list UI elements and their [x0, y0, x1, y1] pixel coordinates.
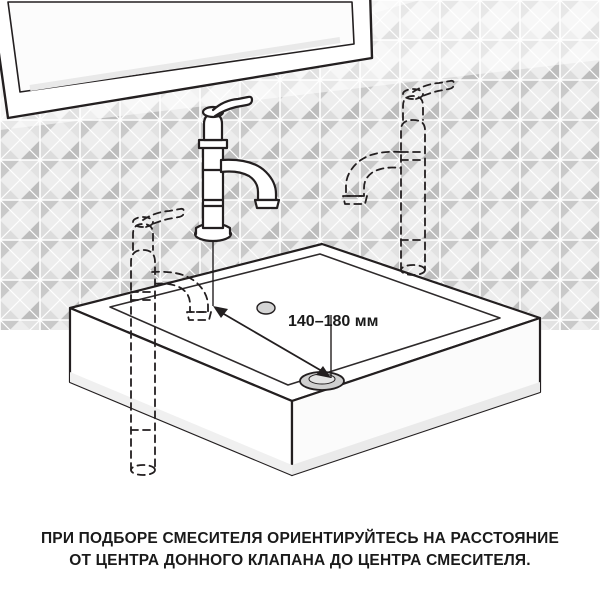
- caption-line-2: ОТ ЦЕНТРА ДОННОГО КЛАПАНА ДО ЦЕНТРА СМЕСИТЕЛЯ.: [69, 552, 531, 569]
- dimension-label: 140–180 мм: [288, 313, 379, 330]
- caption: [0, 528, 600, 572]
- caption-line-1: ПРИ ПОДБОРЕ СМЕСИТЕЛЯ ОРИЕНТИРУЙТЕСЬ НА РАССТОЯНИЕ: [40, 530, 560, 547]
